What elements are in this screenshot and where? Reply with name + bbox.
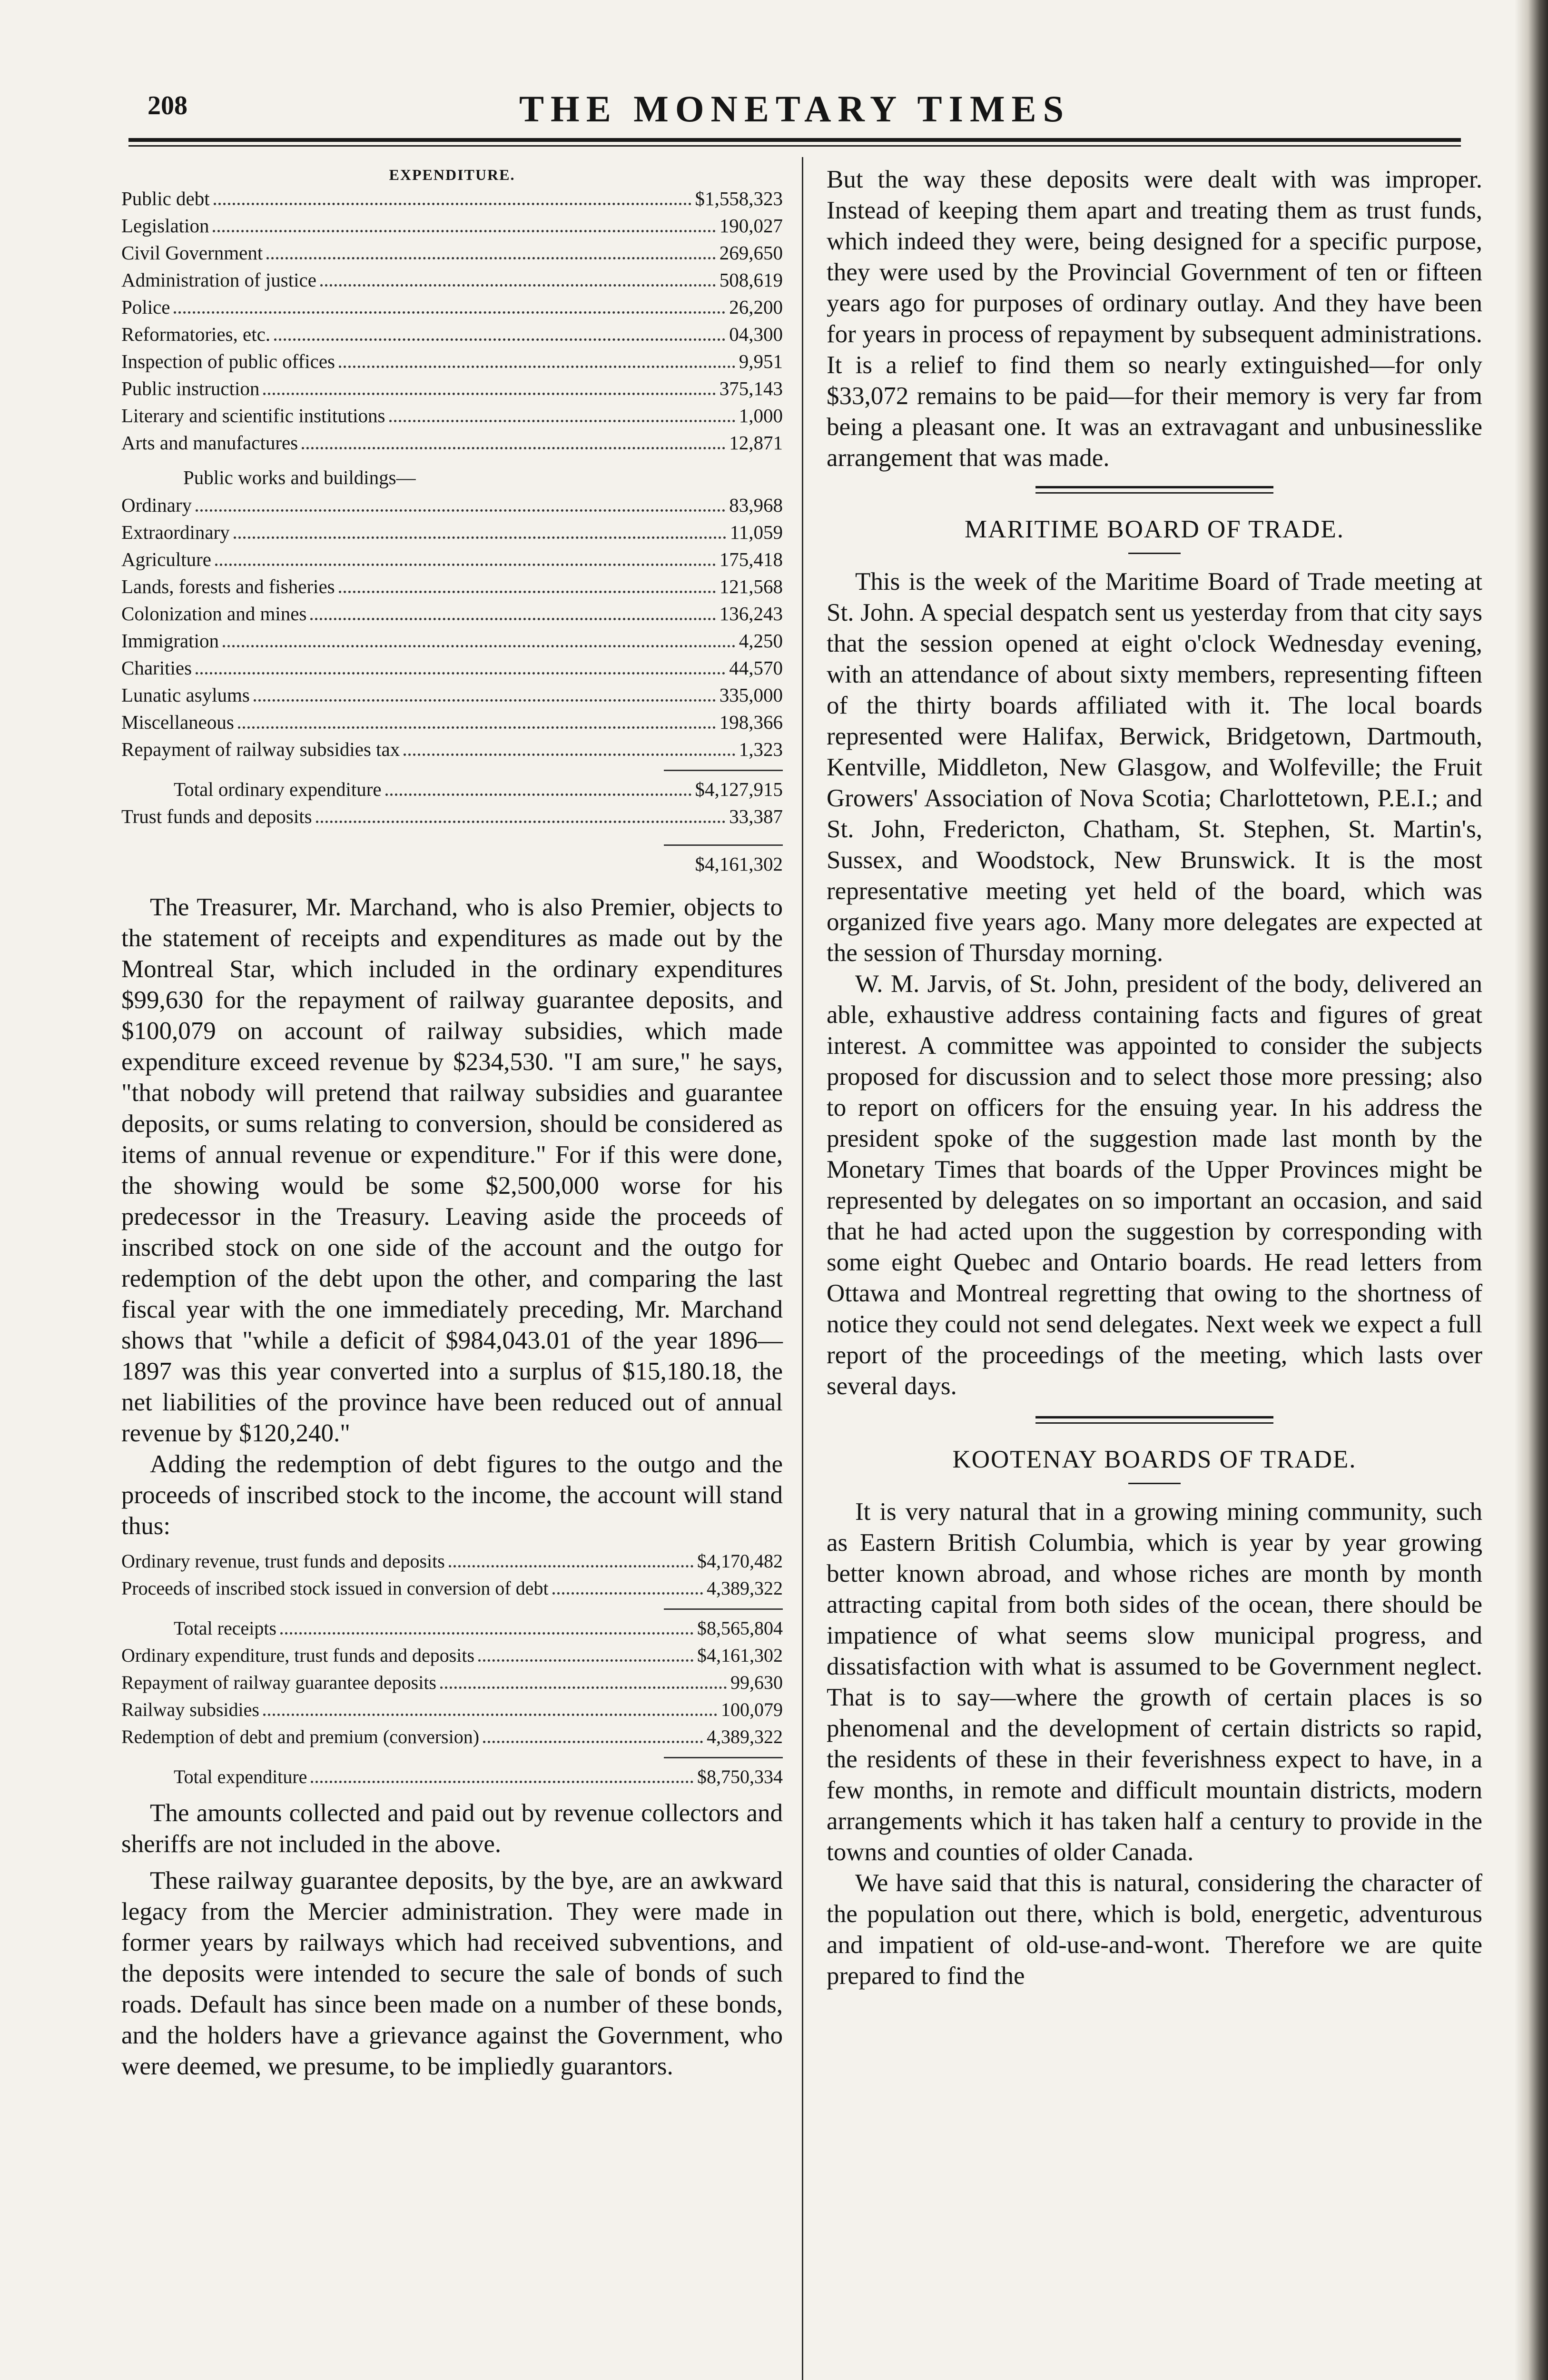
table-row (121, 321, 783, 348)
row-value: 26,200 (729, 296, 783, 318)
row-label: Lunatic asylums (121, 684, 250, 706)
section-rule (1035, 486, 1273, 488)
row-label: Colonization and mines (121, 603, 307, 625)
paragraph: This is the week of the Maritime Board of Trade meeting at St. John. A special despatch sent us yesterday from that city says that the session opened at eight o'clock Wednesday evening, with an attendance of about sixty members, representing fifteen of the thirty boards affiliated with it. The local boards represented were Halifax, Berwick, Bridgetown, Dartmouth, Kentville, Middleton, New Glasgow, and Wolfeville; the Fruit Growers' Association of Nova Scotia; Charlottetown, P.E.I.; and St. John, Fredericton, Chatham, St. Stephen, St. Martin's, Sussex, and Woodstock, New Brunswick. It is the most representative meeting yet held of the board, which was organized five years ago. Many more delegates are expected at the session of Thursday morning. (827, 568, 1482, 967)
row-value: 175,418 (719, 548, 783, 570)
expenditure-table (121, 185, 783, 878)
section-rule (1035, 1416, 1273, 1418)
table-row (121, 294, 783, 321)
masthead-title: THE MONETARY TIMES (519, 88, 1070, 129)
table-row (121, 546, 783, 573)
table-row (121, 212, 783, 239)
total-row (121, 1763, 783, 1790)
table-row (121, 573, 783, 600)
left-column (121, 164, 783, 2082)
table-row (121, 185, 783, 212)
row-value: 1,323 (739, 738, 783, 760)
row-value: 44,570 (729, 657, 783, 679)
row-label: Ordinary expenditure, trust funds and deposits (121, 1645, 475, 1666)
sum-rule (664, 1757, 783, 1758)
row-label: Inspection of public offices (121, 350, 335, 372)
row-value: 4,250 (739, 630, 783, 652)
row-label: Total ordinary expenditure (174, 778, 382, 800)
paragraph: These railway guarantee deposits, by the bye, are an awkward legacy from the Mercier administration. They were made in former years by railways which had received subventions, and the deposits were intended to secure the sale of bonds of such roads. Default has since been made on a number of these bonds, and the holders have a grievance against the Government, who were deemed, we presume, to be impliedly guarantors. (121, 1867, 783, 2080)
table-row (121, 375, 783, 402)
row-label: Literary and scientific institutions (121, 405, 385, 426)
header-rule-thick (128, 138, 1461, 142)
paragraph: It is very natural that in a growing mining community, such as Eastern British Columbia, which is year by year growing better known abroad, and whose riches are month by month attracting capital from both sides of the ocean, there should be impatience of what seems slow municipal progress, and dissatisfaction with what is assumed to be Government neglect. That is to say—where the growth of certain places is so phenomenal and the development of certain districts so rapid, the residents of these in their feverishness expect to have, in a few months, in remote and difficult mountain districts, modern arrangements which it has taken half a century to provide in the towns and counties of older Canada. (827, 1498, 1482, 1866)
row-value: 4,389,322 (707, 1726, 783, 1747)
table-row (121, 402, 783, 429)
row-label: Lands, forests and fisheries (121, 575, 335, 597)
table-row (121, 736, 783, 763)
paragraph: We have said that this is natural, considering the character of the population out there, which is bold, energetic, adventurous and impatient of old-use-and-wont. Therefore we are quite prepared to find the (827, 1869, 1482, 1990)
paragraph: W. M. Jarvis, of St. John, president of the body, delivered an able, exhaustive address containing facts and figures of great interest. A committee was appointed to consider the subjects proposed for discussion and to select those more pressing; also to report on officers for the ensuing year. In his address the president spoke of the suggestion made last month by the Monetary Times that boards of the Upper Provinces might be represented by delegates on so important an occasion, and said that he had acted upon the suggestion by corresponding with some eight Quebec and Ontario boards. He read letters from Ottawa and Montreal regretting that owing to the shortness of notice they could not send delegates. Next week we expect a full report of the proceedings of the meeting, which lasts over several days. (827, 970, 1482, 1400)
grand-total: $4,161,302 (695, 853, 783, 875)
row-label: Repayment of railway guarantee deposits (121, 1672, 436, 1693)
row-label: Trust funds and deposits (121, 805, 312, 827)
sum-rule (664, 844, 783, 846)
section-rule (1035, 492, 1273, 494)
table-row (121, 627, 783, 654)
row-value: 04,300 (729, 323, 783, 345)
row-value: 190,027 (719, 215, 783, 237)
table-row (121, 429, 783, 456)
table-row (121, 1723, 783, 1750)
row-value: 99,630 (730, 1672, 783, 1693)
table-row (121, 682, 783, 709)
table-row (121, 803, 783, 830)
section-title-kootenay: KOOTENAY BOARDS OF TRADE. (952, 1446, 1357, 1473)
row-value: 136,243 (719, 603, 783, 625)
row-label: Charities (121, 657, 192, 679)
row-value: $8,750,334 (697, 1766, 783, 1787)
table-row (121, 709, 783, 736)
row-label: Miscellaneous (121, 711, 234, 733)
row-value: 100,079 (721, 1699, 783, 1720)
paragraph: But the way these deposits were dealt with was improper. Instead of keeping them apart and treating them as trust funds, which indeed they were, being designed for a specific purpose, they were used by the Provincial Government of ten or fifteen years ago for purposes of ordinary outlay. And they have been for years in process of repayment by subsequent administrations. It is a relief to find them so nearly extinguished—for only $33,072 remains to be paid—for their memory is very far from being a pleasant one. It was an extravagant and unbusinesslike arrangement that was made. (827, 166, 1482, 472)
column-divider (802, 157, 803, 2380)
row-value: 508,619 (719, 269, 783, 291)
table-row (121, 519, 783, 546)
sum-rule (664, 1608, 783, 1610)
row-label: Proceeds of inscribed stock issued in conversion of debt (121, 1577, 549, 1599)
row-label: Total expenditure (174, 1766, 307, 1787)
table-row (121, 267, 783, 294)
row-value: 11,059 (730, 521, 783, 543)
header-rule-thin (128, 145, 1461, 147)
table-row (121, 600, 783, 627)
page-number: 208 (148, 91, 187, 120)
table-row (121, 1696, 783, 1723)
row-label: Police (121, 296, 170, 318)
row-value: 375,143 (719, 377, 783, 399)
right-column (827, 164, 1482, 1992)
row-label: Public debt (121, 188, 210, 209)
short-rule (1128, 553, 1181, 554)
row-label: Repayment of railway subsidies tax (121, 738, 400, 760)
row-value: 83,968 (729, 494, 783, 516)
table-row (121, 239, 783, 267)
short-rule (1128, 1483, 1181, 1484)
row-label: Extraordinary (121, 521, 230, 543)
table-row (121, 348, 783, 375)
row-label: Reformatories, etc. (121, 323, 271, 345)
row-label: Ordinary revenue, trust funds and deposits (121, 1550, 445, 1572)
section-title-maritime: MARITIME BOARD OF TRADE. (965, 516, 1344, 543)
row-value: 12,871 (729, 432, 783, 454)
row-label: Public instruction (121, 377, 260, 399)
total-row (121, 1615, 783, 1642)
page-header (128, 90, 1461, 133)
total-row (121, 776, 783, 803)
row-label: Railway subsidies (121, 1699, 259, 1720)
sum-rule (664, 770, 783, 771)
row-label: Arts and manufactures (121, 432, 298, 454)
table-subheading: Public works and buildings— (183, 466, 416, 488)
row-value: 121,568 (719, 575, 783, 597)
paragraph: The Treasurer, Mr. Marchand, who is also Premier, objects to the statement of receipts and expenditures as made out by the Montreal Star, which included in the ordinary expenditures $99,630 for the repayment of railway guarantee deposits, and $100,079 on account of railway subsidies, which made expenditure exceed revenue by $234,530. "I am sure," he says, "that nobody will pretend that railway subsidies and guarantee deposits, or sums relating to conversion, should be considered as items of annual revenue or expenditure." For if this were done, the showing would be some $2,500,000 worse for his predecessor in the Treasury. Leaving aside the proceeds of inscribed stock on one side of the account and the outgo for redemption of the debt upon the other, and comparing the last fiscal year with the one immediately preceding, Mr. Marchand shows that "while a deficit of $984,043.01 of the year 1896—1897 was this year converted into a surplus of $15,180.18, the net liabilities of the province have been reduced out of annual revenue by $120,240." (121, 893, 783, 1447)
table-row (121, 1669, 783, 1696)
row-value: 269,650 (719, 242, 783, 264)
row-value: 33,387 (729, 805, 783, 827)
row-value: $8,565,804 (697, 1617, 783, 1639)
row-value: 335,000 (719, 684, 783, 706)
table-row (121, 492, 783, 519)
row-label: Administration of justice (121, 269, 316, 291)
expenditure-table-title: EXPENDITURE. (389, 166, 515, 183)
row-value: $4,170,482 (697, 1550, 783, 1572)
row-value: 4,389,322 (707, 1577, 783, 1599)
table-row (121, 1575, 783, 1602)
section-rule (1035, 1422, 1273, 1424)
table-row (121, 654, 783, 682)
row-label: Civil Government (121, 242, 263, 264)
page-edge-shadow (1515, 0, 1548, 2380)
row-label: Legislation (121, 215, 209, 237)
row-value: 9,951 (739, 350, 783, 372)
row-label: Agriculture (121, 548, 211, 570)
row-value: $1,558,323 (695, 188, 783, 209)
table-row (121, 1642, 783, 1669)
row-value: $4,127,915 (695, 778, 783, 800)
row-value: $4,161,302 (697, 1645, 783, 1666)
paragraph: The amounts collected and paid out by revenue collectors and sheriffs are not included in the above. (121, 1799, 783, 1858)
row-label: Immigration (121, 630, 219, 652)
paragraph: Adding the redemption of debt figures to the outgo and the proceeds of inscribed stock to the income, the account will stand thus: (121, 1450, 783, 1540)
row-label: Total receipts (174, 1617, 276, 1639)
row-label: Ordinary (121, 494, 192, 516)
row-value: 198,366 (719, 711, 783, 733)
row-label: Redemption of debt and premium (conversion) (121, 1726, 480, 1747)
account-table (121, 1547, 783, 1790)
table-row (121, 1547, 783, 1575)
row-value: 1,000 (739, 405, 783, 426)
